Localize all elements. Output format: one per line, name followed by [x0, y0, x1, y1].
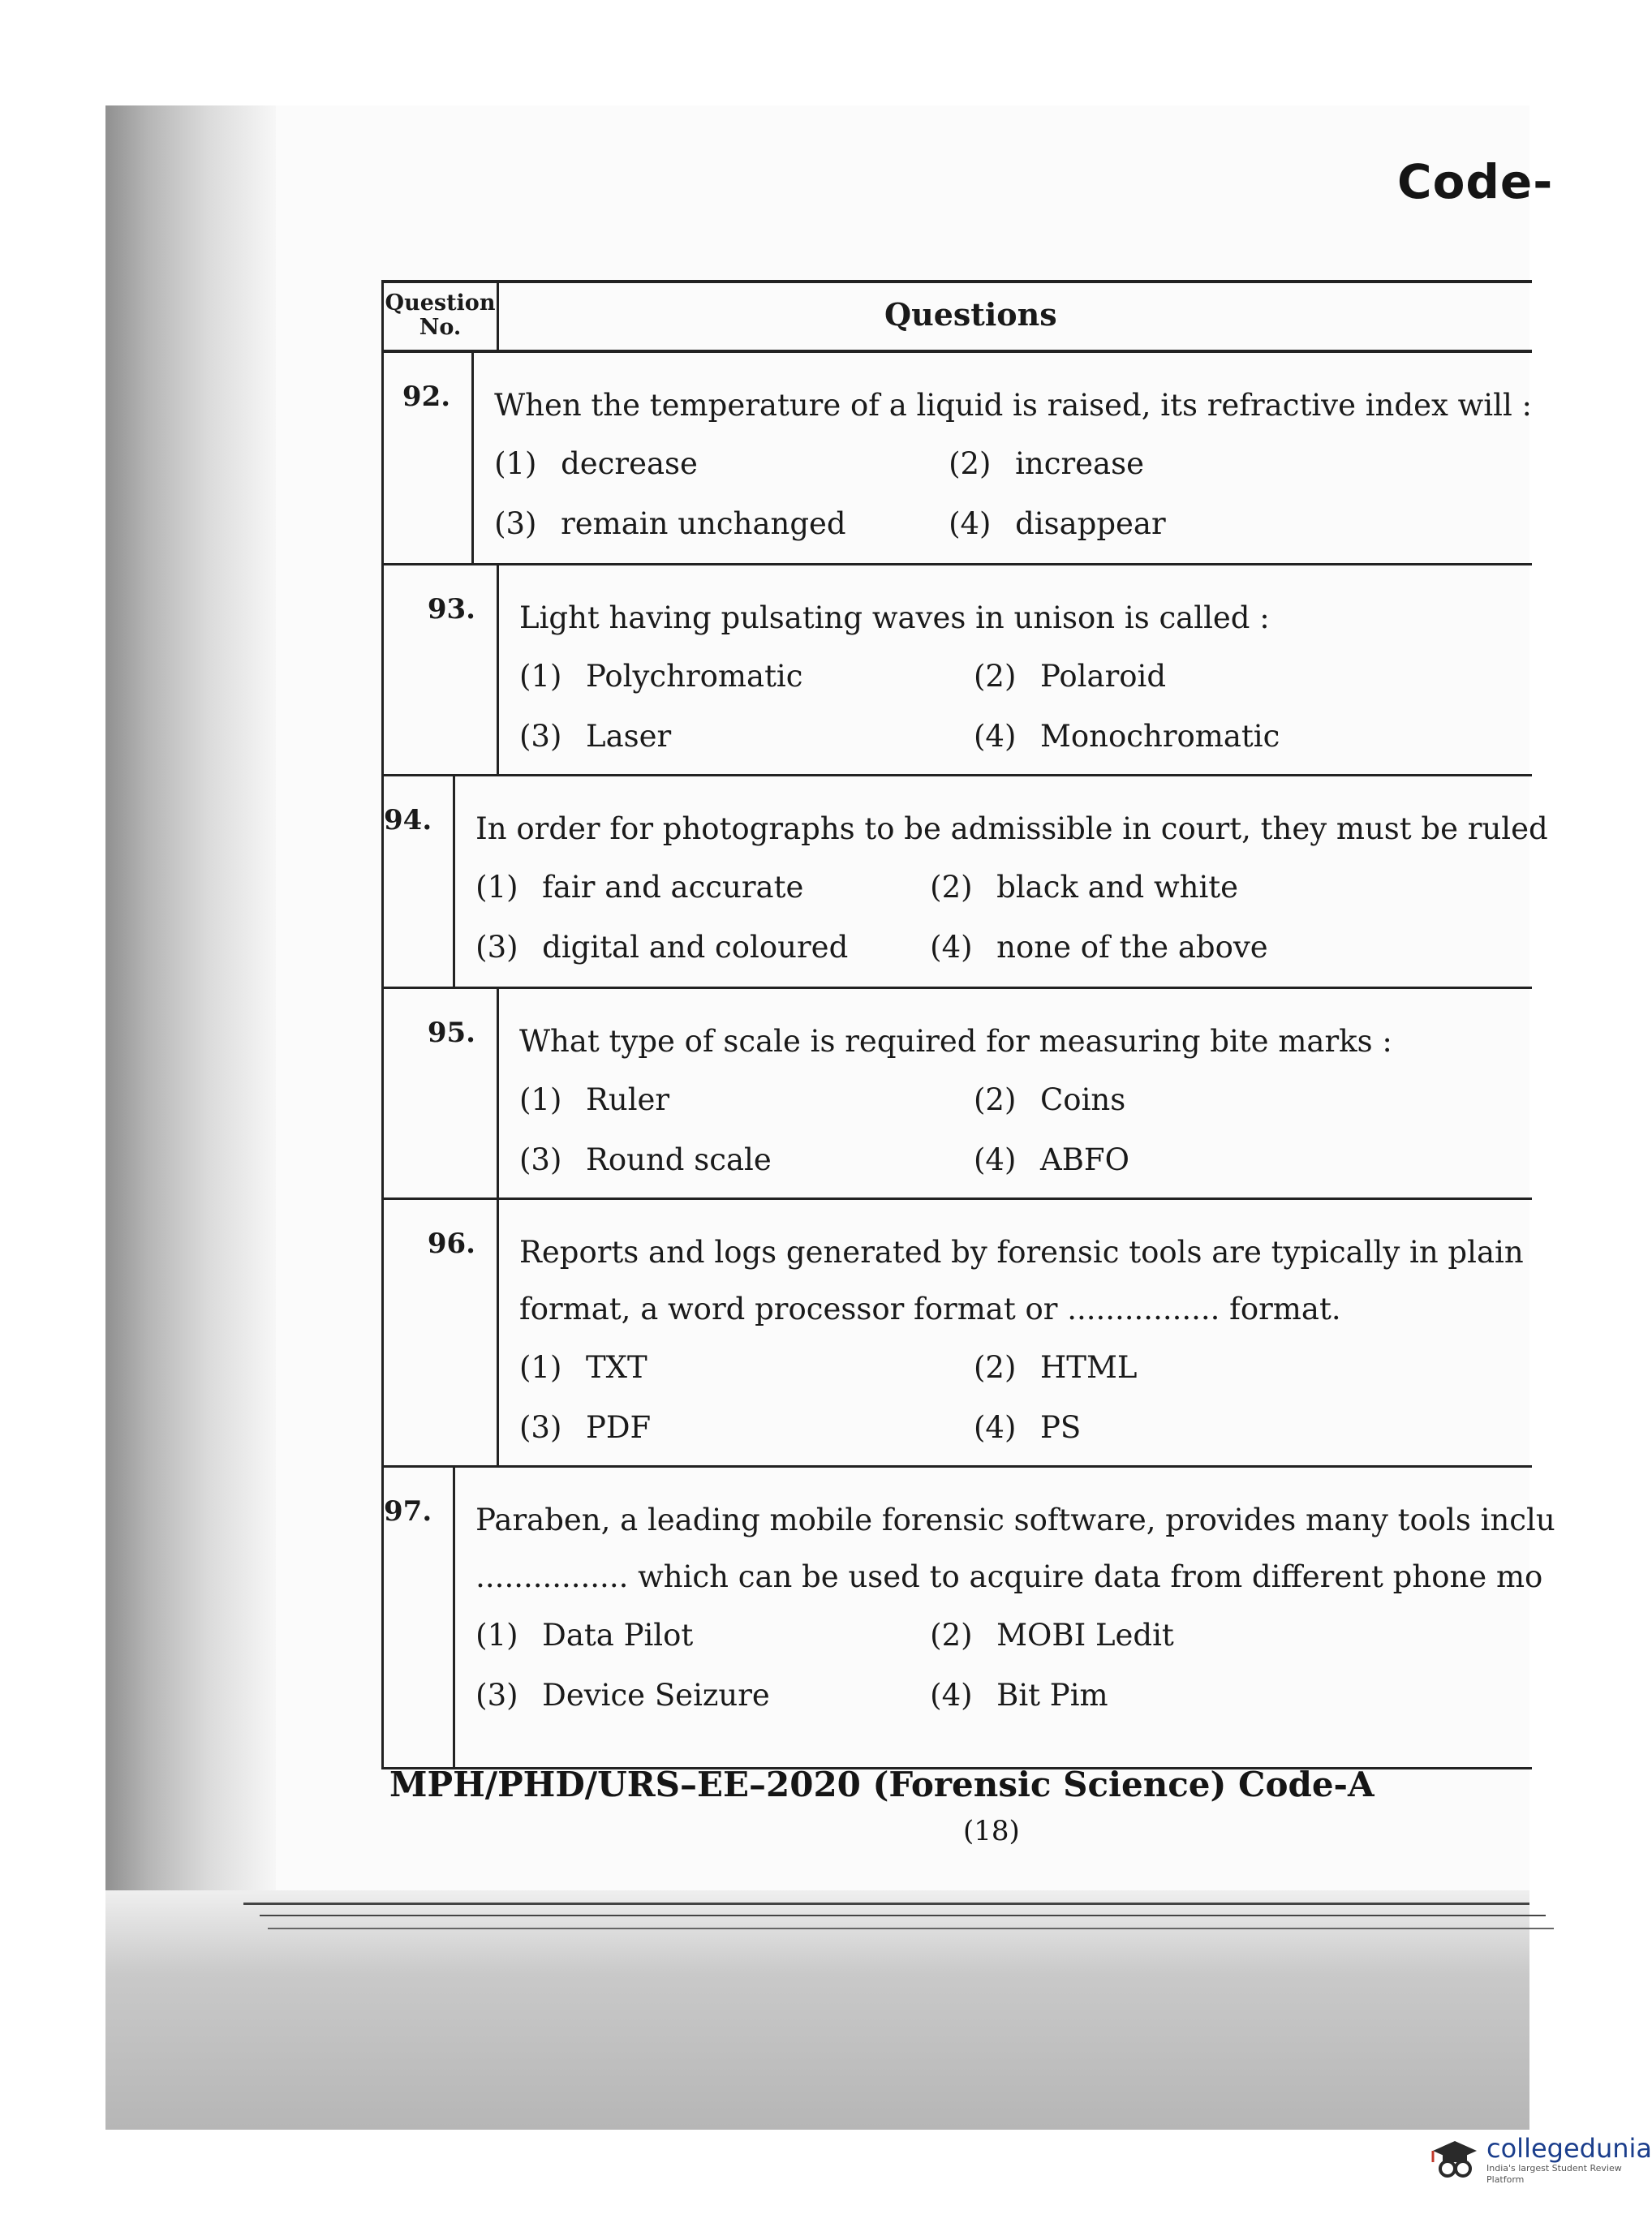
option-4: (4) disappear — [949, 506, 1166, 541]
option-4: (4) ABFO — [974, 1142, 1129, 1177]
collegedunia-logo — [1430, 2134, 1652, 2186]
question-text: Reports and logs generated by forensic tools are typically in plain — [519, 1235, 1524, 1270]
options-grid — [475, 1606, 1555, 1726]
option-4: (4) Bit Pim — [930, 1678, 1108, 1713]
question-text: When the temperature of a liquid is raised, its refractive index will : — [494, 388, 1532, 423]
question-text: Paraben, a leading mobile forensic software, provides many tools inclu — [475, 1503, 1555, 1537]
question-no-header: Question No. — [384, 283, 499, 350]
option-3: (3) remain unchanged — [494, 506, 846, 541]
option-2: (2) black and white — [930, 870, 1239, 905]
code-heading: Code- — [1397, 154, 1554, 209]
option-1: (1) Polychromatic — [519, 659, 803, 694]
logo-tagline: India's largest Student Review Platform — [1486, 2163, 1622, 2185]
question-body — [455, 1468, 1555, 1767]
question-row-94 — [384, 776, 1548, 989]
option-4: (4) Monochromatic — [974, 719, 1280, 754]
question-number: 95. — [384, 989, 499, 1197]
page-bottom-shadow — [105, 1890, 1529, 2130]
option-3: (3) Device Seizure — [475, 1678, 770, 1713]
question-row-96 — [384, 1200, 1532, 1468]
question-row-97 — [384, 1468, 1555, 1769]
options-grid — [494, 434, 1532, 554]
question-text: Light having pulsating waves in unison is called : — [519, 600, 1270, 635]
option-3: (3) digital and coloured — [475, 930, 849, 965]
question-text: ................ which can be used to acquire data from different phone mo — [475, 1559, 1543, 1594]
options-grid — [519, 1070, 1532, 1190]
option-3: (3) Laser — [519, 719, 672, 754]
option-3: (3) PDF — [519, 1410, 652, 1445]
question-body — [499, 1200, 1532, 1465]
option-1: (1) fair and accurate — [475, 870, 804, 905]
option-4: (4) none of the above — [930, 930, 1268, 965]
question-body — [499, 565, 1532, 774]
page-edge-line — [243, 1903, 1529, 1905]
question-text: In order for photographs to be admissible in court, they must be ruled — [475, 811, 1548, 846]
option-2: (2) HTML — [974, 1350, 1138, 1385]
question-number: 96. — [384, 1200, 499, 1465]
question-body — [455, 776, 1548, 987]
question-number: 94. — [384, 776, 455, 987]
page-number: (18) — [963, 1815, 1020, 1847]
logo-name: collegedunia — [1486, 2133, 1652, 2164]
option-2: (2) MOBI Ledit — [930, 1618, 1174, 1653]
question-body — [499, 989, 1532, 1197]
question-number: 92. — [384, 353, 474, 563]
page-edge-line — [268, 1928, 1554, 1929]
option-2: (2) Coins — [974, 1082, 1126, 1117]
graduate-cap-icon — [1430, 2138, 1480, 2182]
option-1: (1) decrease — [494, 446, 698, 481]
option-2: (2) Polaroid — [974, 659, 1167, 694]
options-grid — [519, 647, 1532, 767]
option-1: (1) TXT — [519, 1350, 647, 1385]
question-number: 93. — [384, 565, 499, 774]
questions-table — [381, 280, 1555, 1769]
question-row-92 — [384, 353, 1532, 565]
question-row-95 — [384, 989, 1532, 1200]
exam-code-footer: MPH/PHD/URS–EE–2020 (Forensic Science) Code-A — [389, 1765, 1375, 1804]
option-2: (2) increase — [949, 446, 1144, 481]
option-3: (3) Round scale — [519, 1142, 772, 1177]
questions-header: Questions — [884, 296, 1057, 333]
options-grid — [519, 1338, 1532, 1458]
options-grid — [475, 858, 1548, 978]
question-text: format, a word processor format or ................ format. — [519, 1292, 1341, 1326]
question-text: What type of scale is required for measuring bite marks : — [519, 1024, 1392, 1059]
question-row-93 — [384, 565, 1532, 776]
option-1: (1) Ruler — [519, 1082, 670, 1117]
option-4: (4) PS — [974, 1410, 1082, 1445]
book-spine-shadow — [105, 105, 276, 2130]
page-edge-line — [260, 1915, 1546, 1916]
option-1: (1) Data Pilot — [475, 1618, 694, 1653]
table-header — [384, 283, 1532, 353]
question-number: 97. — [384, 1468, 455, 1767]
question-body — [474, 353, 1532, 563]
